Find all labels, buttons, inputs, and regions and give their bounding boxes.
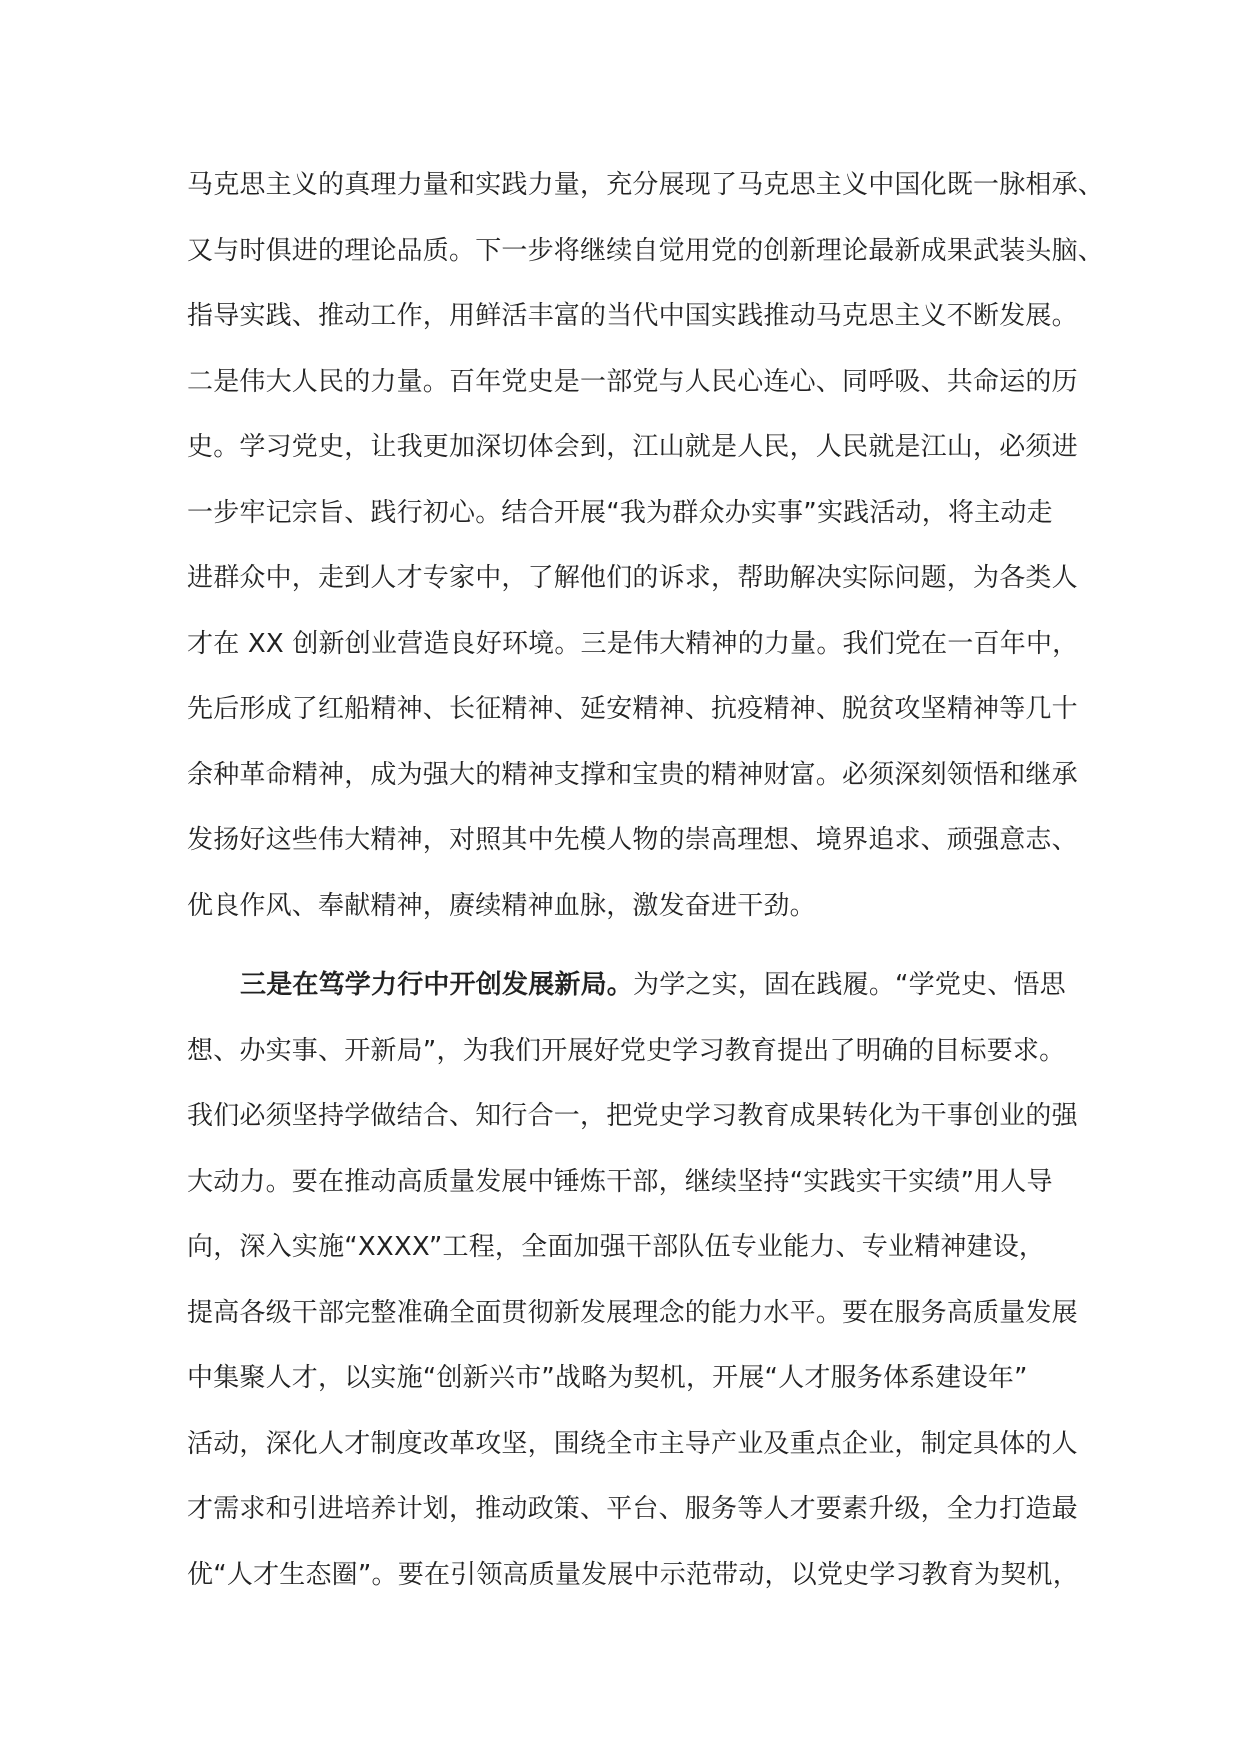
text-line: 想、办实事、开新局”，为我们开展好党史学习教育提出了明确的目标要求。 (187, 1035, 1066, 1066)
text-line: 我们必须坚持学做结合、知行合一，把党史学习教育成果转化为干事创业的强 (187, 1101, 1078, 1131)
text-line: 又与时俱进的理论品质。下一步将继续自觉用党的创新理论最新成果武装头脑、 (187, 235, 1105, 266)
text-line: 史。学习党史，让我更加深切体会到，江山就是人民，人民就是江山，必须进 (187, 432, 1078, 462)
paragraph-2 (187, 953, 1079, 1608)
text-line: 才需求和引进培养计划，推动政策、平台、服务等人才要素升级，全力打造最 (187, 1494, 1078, 1524)
heading-continuation: 为学之实，固在践履。“学党史、悟思 (633, 970, 1066, 1000)
text-line: 中集聚人才，以实施“创新兴市”战略为契机，开展“人才服务体系建设年” (187, 1363, 1028, 1393)
text-line: 提高各级干部完整准确全面贯彻新发展理念的能力水平。要在服务高质量发展 (187, 1297, 1078, 1328)
text-line: 才在 XX 创新创业营造良好环境。三是伟大精神的力量。我们党在一百年中， (187, 628, 1079, 659)
text-line: 进群众中，走到人才专家中，了解他们的诉求，帮助解决实际问题，为各类人 (187, 563, 1078, 593)
text-line: 马克思主义的真理力量和实践力量，充分展现了马克思主义中国化既一脉相承、 (187, 170, 1105, 200)
text-line: 大动力。要在推动高质量发展中锤炼干部，继续坚持“实践实干实绩”用人导 (187, 1166, 1053, 1197)
text-line: 二是伟大人民的力量。百年党史是一部党与人民心连心、同呼吸、共命运的历 (187, 366, 1078, 397)
text-line: 先后形成了红船精神、长征精神、延安精神、抗疫精神、脱贫攻坚精神等几十 (187, 694, 1078, 724)
paragraph-1 (187, 153, 1105, 939)
text-line-first (187, 953, 1066, 1019)
text-line: 一步牢记宗旨、践行初心。结合开展“我为群众办实事”实践活动，将主动走 (187, 497, 1053, 528)
section-heading: 三是在笃学力行中开创发展新局。 (240, 970, 634, 1000)
text-line: 活动，深化人才制度改革攻坚，围绕全市主导产业及重点企业，制定具体的人 (187, 1428, 1078, 1459)
text-line: 余种革命精神，成为强大的精神支撑和宝贵的精神财富。必须深刻领悟和继承 (187, 759, 1078, 790)
text-line: 优良作风、奉献精神，赓续精神血脉，激发奋进干劲。 (187, 890, 816, 921)
text-line: 优“人才生态圈”。要在引领高质量发展中示范带动，以党史学习教育为契机， (187, 1559, 1079, 1590)
text-line: 向，深入实施“XXXX”工程，全面加强干部队伍专业能力、专业精神建设， (187, 1232, 1046, 1262)
text-line: 指导实践、推动工作，用鲜活丰富的当代中国实践推动马克思主义不断发展。 (187, 301, 1078, 331)
text-line: 发扬好这些伟大精神，对照其中先模人物的崇高理想、境界追求、顽强意志、 (187, 825, 1078, 855)
